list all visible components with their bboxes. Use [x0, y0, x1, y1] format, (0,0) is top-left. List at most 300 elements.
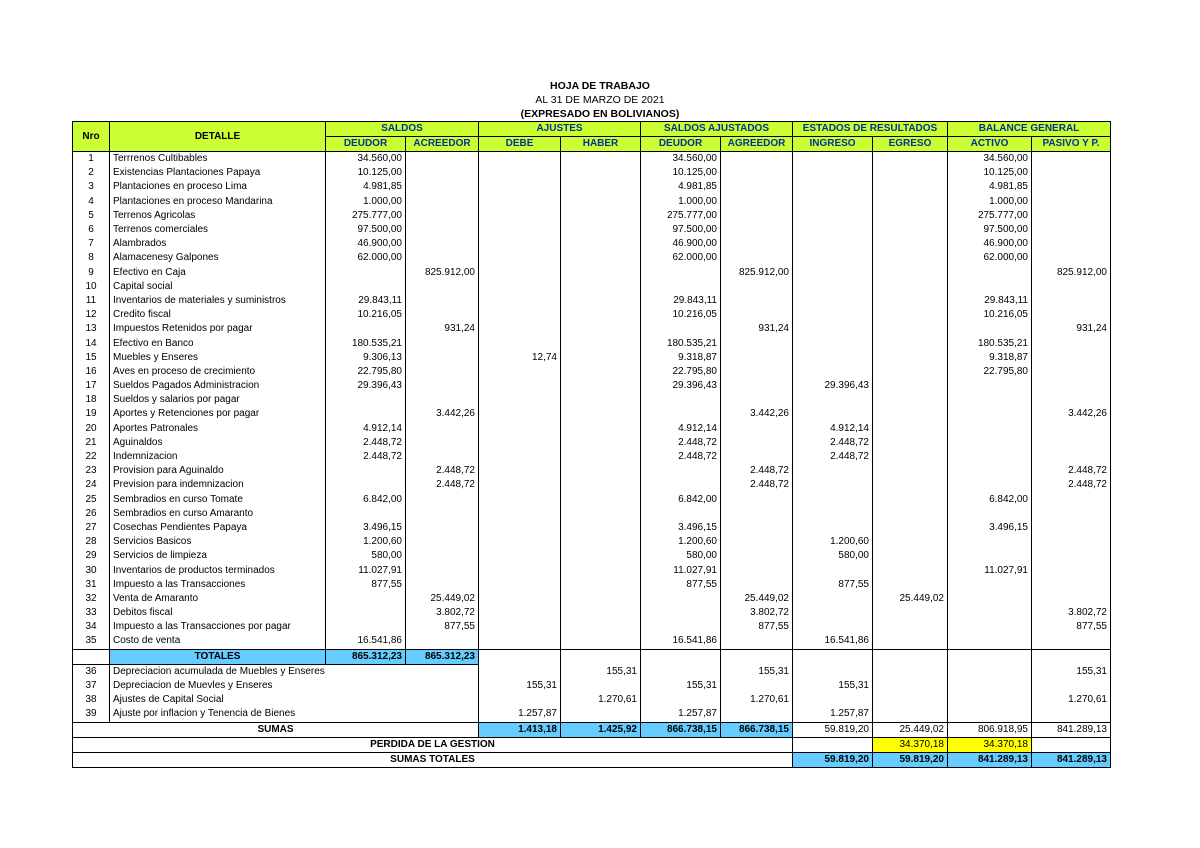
table-cell — [1032, 521, 1111, 535]
table-cell: 1.200,60 — [326, 535, 406, 549]
table-cell — [948, 280, 1032, 294]
table-row — [73, 407, 1111, 421]
table-cell: 46.900,00 — [641, 237, 721, 251]
table-cell — [721, 209, 793, 223]
table-cell — [793, 251, 873, 265]
table-cell: 23 — [73, 464, 110, 478]
table-cell — [793, 195, 873, 209]
table-row — [73, 450, 1111, 464]
table-cell — [561, 308, 641, 322]
table-cell: 29.843,11 — [948, 294, 1032, 308]
table-cell — [326, 620, 406, 634]
table-cell: Sueldos y salarios por pagar — [110, 393, 326, 407]
table-cell: 29 — [73, 549, 110, 563]
table-cell — [948, 679, 1032, 693]
table-cell — [793, 152, 873, 167]
table-cell: Impuesto a las Transacciones por pagar — [110, 620, 326, 634]
table-cell: 3.442,26 — [721, 407, 793, 421]
group-estados-resultados: ESTADOS DE RESULTADOS — [793, 122, 948, 137]
table-cell — [1032, 450, 1111, 464]
table-cell: Alambrados — [110, 237, 326, 251]
table-cell — [561, 152, 641, 167]
table-cell — [406, 223, 479, 237]
sumas-totales-value: 59.819,20 — [793, 752, 873, 767]
table-cell — [721, 237, 793, 251]
table-cell: 155,31 — [479, 679, 561, 693]
table-cell: 580,00 — [326, 549, 406, 563]
table-cell: 2.448,72 — [721, 478, 793, 492]
table-cell — [1032, 563, 1111, 577]
table-cell — [721, 507, 793, 521]
table-cell — [721, 707, 793, 722]
table-cell: Capital social — [110, 280, 326, 294]
table-cell — [793, 592, 873, 606]
table-cell: 10 — [73, 280, 110, 294]
table-row — [73, 166, 1111, 180]
table-cell: 877,55 — [1032, 620, 1111, 634]
col-nro: Nro — [73, 122, 110, 152]
table-cell: Costo de venta — [110, 634, 326, 649]
table-row — [73, 379, 1111, 393]
table-cell: 10.216,05 — [641, 308, 721, 322]
table-cell: 2.448,72 — [406, 478, 479, 492]
table-cell — [561, 478, 641, 492]
table-cell: 97.500,00 — [641, 223, 721, 237]
table-cell — [406, 563, 479, 577]
table-cell — [479, 294, 561, 308]
table-cell: 825.912,00 — [721, 266, 793, 280]
table-cell: 5 — [73, 209, 110, 223]
table-cell — [479, 693, 561, 707]
table-cell — [479, 521, 561, 535]
table-row — [73, 336, 1111, 350]
table-cell — [873, 521, 948, 535]
table-cell — [406, 251, 479, 265]
table-cell: 3.442,26 — [406, 407, 479, 421]
table-cell: Muebles y Enseres — [110, 351, 326, 365]
table-cell — [873, 166, 948, 180]
table-cell — [873, 294, 948, 308]
table-cell — [1032, 649, 1111, 664]
table-cell — [873, 679, 948, 693]
table-cell: 26 — [73, 507, 110, 521]
table-cell — [873, 336, 948, 350]
table-row — [73, 237, 1111, 251]
table-cell: 62.000,00 — [641, 251, 721, 265]
table-cell: 1.200,60 — [793, 535, 873, 549]
table-cell — [1032, 251, 1111, 265]
table-cell: 275.777,00 — [641, 209, 721, 223]
table-cell: 13 — [73, 322, 110, 336]
table-cell — [793, 393, 873, 407]
table-cell — [721, 535, 793, 549]
table-cell: 4.912,14 — [641, 422, 721, 436]
table-cell — [326, 280, 406, 294]
table-cell — [561, 351, 641, 365]
table-cell: 2.448,72 — [721, 464, 793, 478]
table-cell — [479, 237, 561, 251]
table-row — [73, 563, 1111, 577]
table-cell — [948, 664, 1032, 679]
table-cell — [1032, 336, 1111, 350]
table-cell — [793, 521, 873, 535]
table-cell — [793, 478, 873, 492]
table-cell: 155,31 — [721, 664, 793, 679]
table-cell — [561, 521, 641, 535]
table-cell — [721, 578, 793, 592]
table-cell — [479, 251, 561, 265]
table-cell — [873, 393, 948, 407]
table-cell — [406, 152, 479, 167]
table-cell: 7 — [73, 237, 110, 251]
table-cell: Depreciacion acumulada de Muebles y Enseres — [110, 664, 479, 679]
sub-activo: ACTIVO — [948, 137, 1032, 152]
table-cell: 155,31 — [561, 664, 641, 679]
table-cell: 11.027,91 — [948, 563, 1032, 577]
table-cell: 1.257,87 — [479, 707, 561, 722]
table-cell: 2.448,72 — [641, 450, 721, 464]
table-row — [73, 195, 1111, 209]
table-cell: 29.396,43 — [793, 379, 873, 393]
table-cell — [641, 649, 721, 664]
table-cell: Terrrenos Cultibables — [110, 152, 326, 167]
table-cell — [793, 606, 873, 620]
table-cell — [1032, 493, 1111, 507]
table-cell — [1032, 507, 1111, 521]
table-cell — [948, 436, 1032, 450]
table-cell — [873, 365, 948, 379]
table-cell — [1032, 634, 1111, 649]
table-row — [73, 507, 1111, 521]
table-cell: 16 — [73, 365, 110, 379]
table-cell: 25 — [73, 493, 110, 507]
table-cell: 16.541,86 — [326, 634, 406, 649]
table-cell: 37 — [73, 679, 110, 693]
table-cell — [479, 606, 561, 620]
table-cell — [561, 493, 641, 507]
table-cell — [948, 535, 1032, 549]
table-cell — [873, 578, 948, 592]
table-cell — [561, 251, 641, 265]
table-cell: 10.125,00 — [326, 166, 406, 180]
table-cell — [873, 549, 948, 563]
table-cell: Efectivo en Caja — [110, 266, 326, 280]
table-cell: Impuesto a las Transacciones — [110, 578, 326, 592]
table-cell — [948, 478, 1032, 492]
table-cell — [948, 266, 1032, 280]
table-cell: 15 — [73, 351, 110, 365]
totales-label: TOTALES — [110, 649, 326, 664]
table-cell — [721, 436, 793, 450]
table-cell: 20 — [73, 422, 110, 436]
table-cell — [721, 166, 793, 180]
table-cell: 22.795,80 — [641, 365, 721, 379]
table-cell — [479, 266, 561, 280]
table-cell — [406, 450, 479, 464]
table-cell — [561, 365, 641, 379]
table-cell — [73, 649, 110, 664]
table-cell — [479, 180, 561, 194]
table-cell — [873, 379, 948, 393]
worksheet-date: AL 31 DE MARZO DE 2021 — [535, 94, 665, 106]
table-cell: 2 — [73, 166, 110, 180]
table-cell — [1032, 351, 1111, 365]
table-cell — [326, 393, 406, 407]
table-cell — [721, 223, 793, 237]
table-cell: 18 — [73, 393, 110, 407]
table-cell: 825.912,00 — [1032, 266, 1111, 280]
table-cell — [1032, 592, 1111, 606]
table-cell — [873, 351, 948, 365]
table-cell: 29.396,43 — [641, 379, 721, 393]
table-cell: 3.802,72 — [406, 606, 479, 620]
table-cell — [641, 606, 721, 620]
table-cell: 27 — [73, 521, 110, 535]
table-cell — [793, 308, 873, 322]
table-cell — [873, 280, 948, 294]
table-cell — [948, 592, 1032, 606]
table-cell — [721, 251, 793, 265]
table-cell — [1032, 365, 1111, 379]
table-cell: 31 — [73, 578, 110, 592]
table-cell: 3.802,72 — [1032, 606, 1111, 620]
table-cell — [948, 422, 1032, 436]
table-cell: 97.500,00 — [948, 223, 1032, 237]
table-row — [73, 152, 1111, 167]
table-cell: 21 — [73, 436, 110, 450]
table-cell: 4.912,14 — [793, 422, 873, 436]
table-cell — [561, 223, 641, 237]
table-cell: 155,31 — [1032, 664, 1111, 679]
table-row — [73, 322, 1111, 336]
table-cell — [561, 563, 641, 577]
perdida-label: PERDIDA DE LA GESTION — [73, 737, 793, 752]
table-cell: 580,00 — [641, 549, 721, 563]
table-cell: 1.200,60 — [641, 535, 721, 549]
table-cell: 1.000,00 — [326, 195, 406, 209]
table-cell — [873, 223, 948, 237]
table-cell — [873, 180, 948, 194]
table-cell — [873, 422, 948, 436]
table-cell — [873, 322, 948, 336]
sub-debe: DEBE — [479, 137, 561, 152]
table-cell — [326, 322, 406, 336]
table-cell: Provision para Aguinaldo — [110, 464, 326, 478]
table-cell — [948, 620, 1032, 634]
table-cell — [873, 707, 948, 722]
table-cell: 9 — [73, 266, 110, 280]
table-cell — [326, 592, 406, 606]
table-cell: Aguinaldos — [110, 436, 326, 450]
table-row — [73, 620, 1111, 634]
table-row — [73, 679, 1111, 693]
table-cell — [873, 563, 948, 577]
table-cell: Servicios de limpieza — [110, 549, 326, 563]
table-cell: 24 — [73, 478, 110, 492]
table-cell: 62.000,00 — [326, 251, 406, 265]
table-cell: 22.795,80 — [948, 365, 1032, 379]
table-cell: 155,31 — [793, 679, 873, 693]
perdida-row — [73, 737, 1111, 752]
table-cell: 25.449,02 — [721, 592, 793, 606]
table-cell: 877,55 — [793, 578, 873, 592]
table-cell — [406, 436, 479, 450]
table-cell — [561, 237, 641, 251]
sub-agreedor: AGREEDOR — [721, 137, 793, 152]
worksheet-table — [72, 121, 1111, 768]
table-cell — [721, 365, 793, 379]
table-cell: Existencias Plantaciones Papaya — [110, 166, 326, 180]
table-cell — [948, 322, 1032, 336]
table-row — [73, 578, 1111, 592]
table-row — [73, 521, 1111, 535]
table-cell — [873, 649, 948, 664]
perdida-value: 34.370,18 — [873, 737, 948, 752]
table-row — [73, 493, 1111, 507]
table-cell: 2.448,72 — [793, 436, 873, 450]
table-cell — [326, 407, 406, 421]
table-cell — [793, 507, 873, 521]
table-cell — [721, 336, 793, 350]
table-cell — [641, 266, 721, 280]
table-cell — [1032, 223, 1111, 237]
table-cell: 1 — [73, 152, 110, 167]
table-cell — [721, 679, 793, 693]
table-cell: Sembradios en curso Tomate — [110, 493, 326, 507]
sumas-label: SUMAS — [73, 722, 479, 737]
table-cell: Ajustes de Capital Social — [110, 693, 479, 707]
table-cell — [479, 493, 561, 507]
sub-haber: HABER — [561, 137, 641, 152]
table-cell — [873, 478, 948, 492]
table-cell: 17 — [73, 379, 110, 393]
table-cell: 29.843,11 — [641, 294, 721, 308]
table-cell — [721, 549, 793, 563]
table-cell: 3.496,15 — [641, 521, 721, 535]
table-cell — [561, 180, 641, 194]
table-cell: 2.448,72 — [326, 450, 406, 464]
table-cell — [406, 308, 479, 322]
table-cell — [1032, 280, 1111, 294]
table-cell — [793, 649, 873, 664]
sumas-totales-value: 841.289,13 — [948, 752, 1032, 767]
table-cell — [561, 422, 641, 436]
header-group-row — [73, 122, 1111, 137]
table-cell — [406, 180, 479, 194]
table-cell: 877,55 — [641, 578, 721, 592]
table-cell: 3 — [73, 180, 110, 194]
table-row — [73, 209, 1111, 223]
table-cell: 6.842,00 — [641, 493, 721, 507]
table-cell — [793, 336, 873, 350]
table-cell — [641, 464, 721, 478]
table-cell — [1032, 535, 1111, 549]
table-cell — [873, 464, 948, 478]
table-cell — [406, 294, 479, 308]
table-cell: 11.027,91 — [641, 563, 721, 577]
table-cell: Venta de Amaranto — [110, 592, 326, 606]
sumas-totales-value: 59.819,20 — [873, 752, 948, 767]
table-cell — [479, 422, 561, 436]
table-cell — [406, 549, 479, 563]
table-cell: 10.216,05 — [948, 308, 1032, 322]
table-cell: 12,74 — [479, 351, 561, 365]
table-cell — [793, 166, 873, 180]
table-cell — [948, 464, 1032, 478]
table-cell — [406, 535, 479, 549]
table-cell — [406, 422, 479, 436]
table-cell: Alamacenesy Galpones — [110, 251, 326, 265]
table-cell — [721, 152, 793, 167]
table-cell — [406, 237, 479, 251]
table-cell — [479, 407, 561, 421]
sub-deudor-ajustado: DEUDOR — [641, 137, 721, 152]
table-cell — [1032, 237, 1111, 251]
table-cell — [561, 450, 641, 464]
table-cell — [948, 507, 1032, 521]
sumas-value: 841.289,13 — [1032, 722, 1111, 737]
table-cell — [479, 634, 561, 649]
sumas-row — [73, 722, 1111, 737]
table-cell — [641, 507, 721, 521]
table-row — [73, 592, 1111, 606]
perdida-value — [793, 737, 873, 752]
table-cell — [793, 322, 873, 336]
table-cell — [406, 166, 479, 180]
table-cell — [721, 493, 793, 507]
table-cell — [948, 450, 1032, 464]
table-row — [73, 436, 1111, 450]
table-cell: 825.912,00 — [406, 266, 479, 280]
table-cell: 46.900,00 — [948, 237, 1032, 251]
table-cell — [948, 407, 1032, 421]
table-cell — [793, 664, 873, 679]
table-row — [73, 223, 1111, 237]
table-cell — [641, 407, 721, 421]
table-cell — [561, 606, 641, 620]
table-cell — [721, 379, 793, 393]
table-cell — [326, 606, 406, 620]
table-cell — [561, 507, 641, 521]
table-cell — [721, 563, 793, 577]
table-cell: 46.900,00 — [326, 237, 406, 251]
table-cell — [479, 450, 561, 464]
table-cell — [1032, 549, 1111, 563]
table-cell: 29.843,11 — [326, 294, 406, 308]
table-cell — [948, 578, 1032, 592]
table-cell — [641, 393, 721, 407]
table-cell — [561, 322, 641, 336]
table-cell: Debitos fiscal — [110, 606, 326, 620]
table-row — [73, 280, 1111, 294]
table-cell — [793, 237, 873, 251]
table-cell — [326, 507, 406, 521]
table-cell: 3.496,15 — [326, 521, 406, 535]
sumas-totales-label: SUMAS TOTALES — [73, 752, 793, 767]
table-cell: Inventarios de productos terminados — [110, 563, 326, 577]
table-cell — [793, 620, 873, 634]
table-cell — [561, 294, 641, 308]
table-cell: 34.560,00 — [326, 152, 406, 167]
table-cell — [326, 478, 406, 492]
group-saldos-ajustados: SALDOS AJUSTADOS — [641, 122, 793, 137]
table-row — [73, 707, 1111, 722]
table-cell — [1032, 166, 1111, 180]
table-cell: 11.027,91 — [326, 563, 406, 577]
table-row — [73, 464, 1111, 478]
table-cell — [641, 478, 721, 492]
table-cell — [479, 166, 561, 180]
